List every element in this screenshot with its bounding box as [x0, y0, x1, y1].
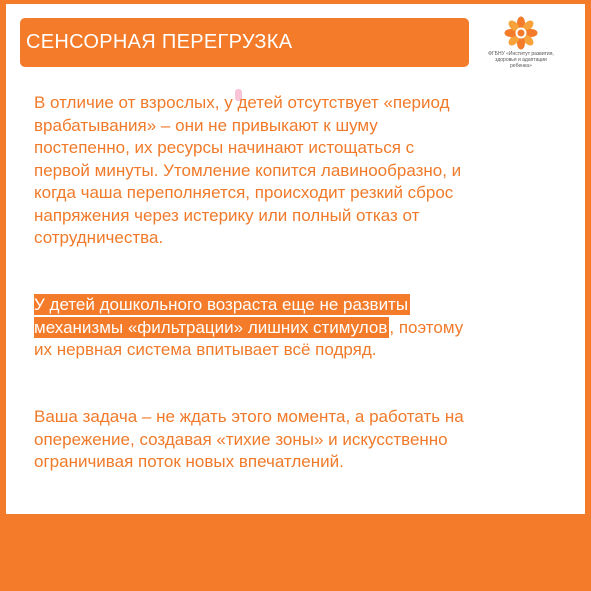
paragraph-2 — [34, 294, 474, 362]
page-title: СЕНСОРНАЯ ПЕРЕГРУЗКА — [26, 31, 293, 53]
title-bar — [20, 18, 469, 67]
logo-caption: ФГБНУ «Институт развития, здоровья и адаптации ребенка» — [488, 51, 554, 69]
institute-logo — [484, 16, 558, 76]
flower-logo-icon — [504, 16, 538, 50]
paragraph-1: В отличие от взрослых, у детей отсутствует «период врабатывания» – они не привыкают к шуму постепенно, их ресурсы начинают истощаться с первой минуты. Утомление копится лавинообразно, и когда чаша переполняется, происходит резкий сброс напряжения через истерику или полный отказ от сотрудничества. — [34, 93, 462, 247]
highlighted-text: У детей дошкольного возраста еще не развиты механизмы «фильтрации» лишних стимулов — [34, 295, 409, 337]
paragraph-2-rest: , поэтому их нервная система впитывает всё подряд. — [34, 317, 464, 359]
paragraph-3: Ваша задача – не ждать этого момента, а работать на опережение, создавая «тихие зоны» и искусственно ограничивая поток новых впечатлений. — [34, 407, 464, 471]
